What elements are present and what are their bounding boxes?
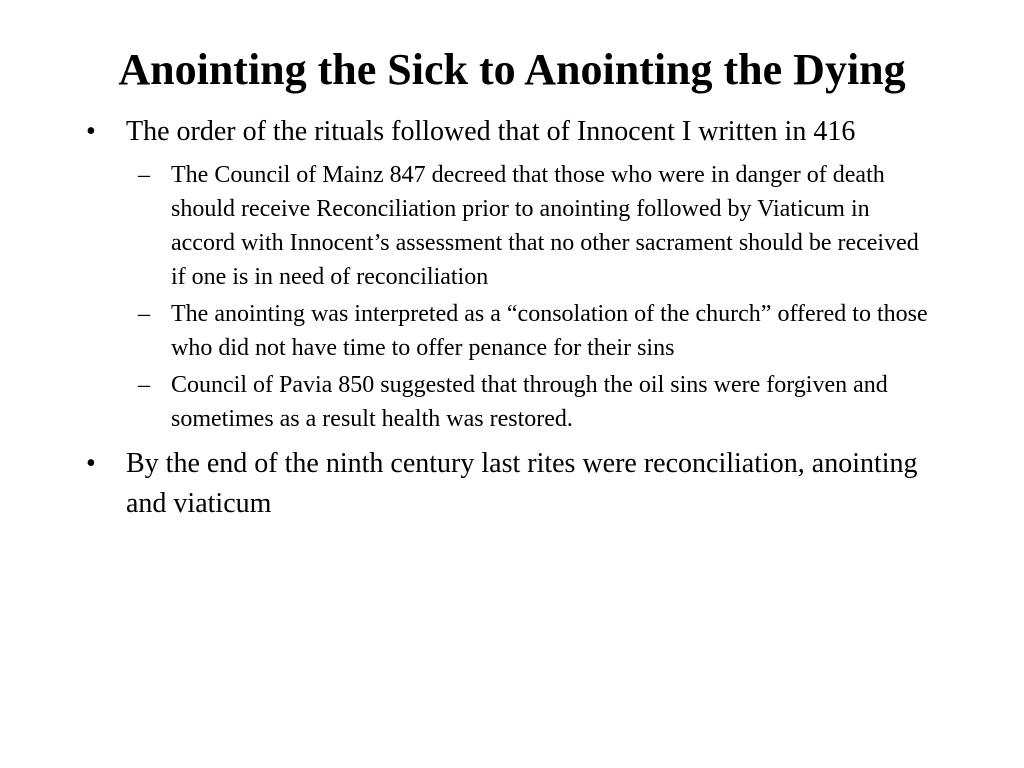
dash-marker: – bbox=[138, 162, 150, 188]
sub-bullet-item bbox=[126, 158, 936, 294]
sub-bullet-text: The Council of Mainz 847 decreed that those who were in danger of death should receive Reconciliation prior to anointing followed by Viaticum in accord with Innocent’s assessment that no other sacrament should be received if one is in need of reconciliation bbox=[171, 162, 919, 290]
bullet-item bbox=[86, 112, 936, 436]
dash-marker: – bbox=[138, 301, 150, 327]
sub-bullet-item bbox=[126, 368, 936, 436]
sub-bullet-list bbox=[126, 158, 936, 436]
sub-bullet-text: The anointing was interpreted as a “consolation of the church” offered to those who did not have time to offer penance for their sins bbox=[171, 301, 928, 361]
bullet-list bbox=[86, 112, 936, 532]
bullet-text: By the end of the ninth century last rites were reconciliation, anointing and viaticum bbox=[126, 448, 918, 519]
bullet-marker: • bbox=[86, 116, 96, 147]
slide-title: Anointing the Sick to Anointing the Dying bbox=[118, 45, 906, 94]
bullet-item bbox=[86, 444, 936, 524]
bullet-marker: • bbox=[86, 448, 96, 479]
dash-marker: – bbox=[138, 372, 150, 398]
sub-bullet-text: Council of Pavia 850 suggested that through the oil sins were forgiven and sometimes as a result health was restored. bbox=[171, 372, 888, 432]
sub-bullet-item bbox=[126, 297, 936, 365]
bullet-text: The order of the rituals followed that of Innocent I written in 416 bbox=[126, 116, 856, 147]
